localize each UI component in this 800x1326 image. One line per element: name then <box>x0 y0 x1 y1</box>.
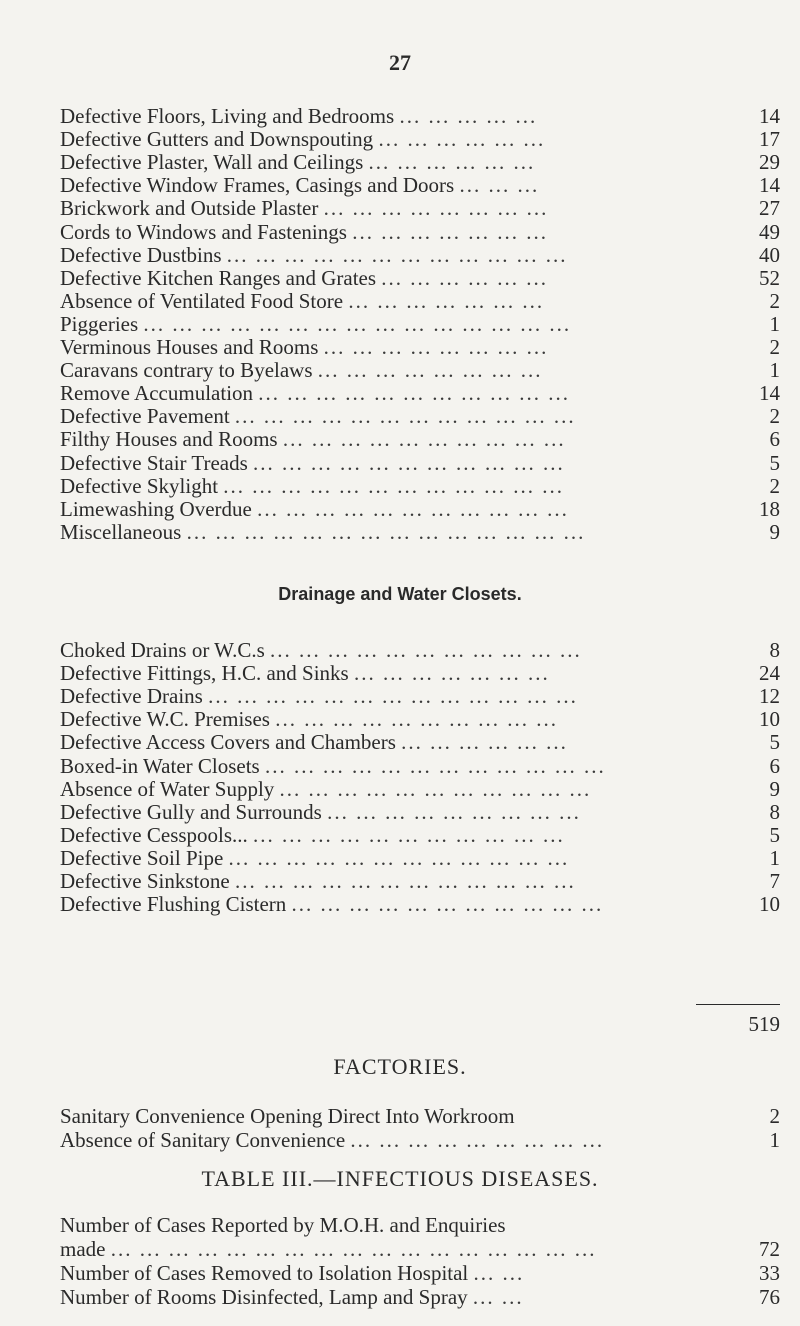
leader-dots: ... ... ... ... ... ... ... ... ... ... ... <box>270 638 582 662</box>
row-value: 2 <box>769 335 780 359</box>
row-label <box>60 684 690 708</box>
row-value: 2 <box>769 288 780 313</box>
row-text: Sanitary Convenience Opening Direct Into Workroom <box>60 1104 515 1128</box>
drainage-total: 519 <box>748 1012 780 1036</box>
leader-dots: ... ... ... ... ... ... ... ... ... ... ... ... <box>234 404 576 429</box>
row-label <box>60 173 690 197</box>
row-label <box>60 1285 690 1309</box>
leader-dots: ... ... ... ... ... ... ... ... <box>323 196 549 221</box>
row-text: Caravans contrary to Byelaws <box>60 358 313 383</box>
row-text: Cords to Windows and Fastenings <box>60 219 347 244</box>
row-value: 18 <box>759 496 780 521</box>
row-value: 9 <box>769 776 780 801</box>
row-label <box>60 1104 690 1128</box>
row-value: 1 <box>769 845 780 870</box>
row-label <box>60 777 690 801</box>
leader-dots: ... ... <box>472 1285 524 1309</box>
row-text: Verminous Houses and Rooms <box>60 335 319 359</box>
row-text: Defective Plaster, Wall and Ceilings <box>60 150 364 175</box>
row-text: Piggeries <box>60 311 139 336</box>
infectious-heading: TABLE III.—INFECTIOUS DISEASES. <box>201 1166 599 1191</box>
row-value: 14 <box>759 173 780 198</box>
leader-dots: ... ... ... ... ... ... ... ... ... ... ... ... ... <box>208 684 578 709</box>
row-label <box>60 823 690 847</box>
row-value: 2 <box>769 404 780 429</box>
leader-dots: ... ... ... ... ... ... ... ... ... ... ... <box>279 776 592 801</box>
row-value: 10 <box>759 892 780 917</box>
row-label <box>60 474 690 498</box>
row-value: 1 <box>769 311 780 336</box>
row-text: Limewashing Overdue <box>60 496 252 521</box>
leader-dots: ... ... ... ... ... ... ... ... ... ... ... ... ... ... <box>186 519 586 544</box>
row-value: 76 <box>759 1285 780 1309</box>
row-label <box>60 196 690 220</box>
row-text: Defective Stair Treads <box>60 450 248 475</box>
row-text: Defective Skylight <box>60 473 219 498</box>
row-text: Defective Kitchen Ranges and Grates <box>60 265 377 290</box>
leader-dots: ... ... ... ... ... ... <box>378 127 546 152</box>
leader-dots: ... ... ... ... ... ... ... ... ... ... ... <box>253 450 565 475</box>
row-label <box>60 754 690 778</box>
row-text: made <box>60 1237 106 1261</box>
leader-dots: ... ... ... ... ... ... ... ... ... ... ... <box>291 892 604 917</box>
row-value: 17 <box>759 127 780 152</box>
row-text: Absence of Water Supply <box>60 776 275 801</box>
row-label <box>60 220 690 244</box>
leader-dots: ... ... ... ... ... ... ... ... <box>323 335 549 359</box>
row-text: Defective Pavement <box>60 404 230 429</box>
row-value: 49 <box>759 219 780 244</box>
row-label <box>60 1128 690 1152</box>
leader-dots: ... ... ... ... ... ... ... ... ... ... ... <box>258 381 571 406</box>
row-label <box>60 638 690 662</box>
row-text: Defective Gutters and Downspouting <box>60 127 374 152</box>
row-value: 14 <box>759 104 780 128</box>
leader-dots: ... ... ... ... ... ... ... ... ... <box>327 799 581 824</box>
row-value: 1 <box>769 1127 780 1152</box>
row-label <box>60 289 690 313</box>
row-label <box>60 892 690 916</box>
row-label <box>60 150 690 174</box>
row-value: 27 <box>759 196 780 221</box>
row-value: 1 <box>769 358 780 383</box>
row-label <box>60 127 690 151</box>
row-value: 6 <box>769 753 780 778</box>
row-value: 29 <box>759 150 780 175</box>
row-label <box>60 1237 690 1261</box>
row-value: 33 <box>759 1261 780 1285</box>
row-text: Defective Access Covers and Chambers <box>60 730 396 755</box>
leader-dots: ... ... ... ... ... ... ... ... ... ... ... <box>253 822 565 847</box>
row-text: Remove Accumulation <box>60 381 254 406</box>
row-value: 9 <box>769 519 780 544</box>
leader-dots: ... ... ... ... ... ... ... ... ... <box>350 1127 605 1152</box>
row-value: 40 <box>759 242 780 267</box>
row-label <box>60 846 690 870</box>
row-label <box>60 358 690 382</box>
leader-dots: ... ... ... ... ... ... ... <box>353 661 550 686</box>
row-text: Defective Dustbins <box>60 242 222 267</box>
row-text: Choked Drains or W.C.s <box>60 638 265 662</box>
row-value: 2 <box>769 1104 780 1128</box>
row-value: 8 <box>769 799 780 824</box>
leader-dots: ... ... ... ... ... ... ... ... ... ... ... ... ... ... ... <box>143 311 572 336</box>
row-text: Number of Cases Reported by M.O.H. and Enquiries <box>60 1213 506 1237</box>
row-label <box>60 869 690 893</box>
row-value: 10 <box>759 707 780 732</box>
leader-dots: ... ... ... ... ... ... ... ... ... ... ... ... <box>228 845 570 870</box>
row-text: Defective Fittings, H.C. and Sinks <box>60 661 349 686</box>
row-text: Defective Flushing Cistern <box>60 892 287 917</box>
row-text: Absence of Sanitary Convenience <box>60 1127 346 1152</box>
leader-dots: ... ... ... ... ... ... ... ... ... ... <box>275 707 558 732</box>
page-number: 27 <box>389 50 411 75</box>
leader-dots: ... ... ... ... ... ... ... ... ... ... ... ... <box>226 242 568 267</box>
row-value: 7 <box>769 869 780 893</box>
leader-dots: ... ... ... ... ... ... ... <box>352 219 548 244</box>
row-value: 24 <box>759 661 780 686</box>
row-text: Filthy Houses and Rooms <box>60 427 278 452</box>
leader-dots: ... ... ... <box>459 173 540 198</box>
row-value: 5 <box>769 822 780 847</box>
total-rule <box>696 1004 780 1005</box>
row-text: Defective Sinkstone <box>60 869 230 893</box>
row-text: Defective Gully and Surrounds <box>60 799 322 824</box>
row-text: Defective Window Frames, Casings and Doors <box>60 173 455 198</box>
row-label <box>60 707 690 731</box>
row-text: Defective Drains <box>60 684 203 709</box>
leader-dots: ... ... <box>473 1261 525 1285</box>
row-label <box>60 266 690 290</box>
row-text: Miscellaneous <box>60 519 182 544</box>
leader-dots: ... ... ... ... ... ... ... ... ... ... ... ... <box>264 753 606 778</box>
row-value: 2 <box>769 473 780 498</box>
leader-dots: ... ... ... ... ... <box>399 104 538 128</box>
row-label <box>60 497 690 521</box>
leader-dots: ... ... ... ... ... ... ... ... ... ... ... ... <box>223 473 565 498</box>
row-label <box>60 381 690 405</box>
leader-dots: ... ... ... ... ... ... <box>401 730 568 755</box>
leader-dots: ... ... ... ... ... ... ... ... ... ... ... <box>257 496 569 521</box>
factories-heading: FACTORIES. <box>333 1054 467 1079</box>
row-value: 14 <box>759 381 780 406</box>
row-label <box>60 520 690 544</box>
row-text: Boxed-in Water Closets <box>60 753 260 778</box>
row-label <box>60 427 690 451</box>
row-text: Number of Cases Removed to Isolation Hospital <box>60 1261 469 1285</box>
row-label <box>60 661 690 685</box>
row-label <box>60 1213 690 1237</box>
row-value: 52 <box>759 265 780 290</box>
leader-dots: ... ... ... ... ... ... ... ... ... ... ... ... <box>234 869 576 893</box>
row-label <box>60 800 690 824</box>
leader-dots: ... ... ... ... ... ... ... ... ... ... ... ... ... ... ... ... ... <box>110 1237 597 1261</box>
row-value: 72 <box>759 1237 780 1261</box>
row-label <box>60 730 690 754</box>
row-label <box>60 451 690 475</box>
row-label <box>60 243 690 267</box>
row-text: Number of Rooms Disinfected, Lamp and Spray <box>60 1285 468 1309</box>
row-label <box>60 404 690 428</box>
row-label <box>60 312 690 336</box>
row-label <box>60 104 690 128</box>
leader-dots: ... ... ... ... ... ... ... ... <box>317 358 543 383</box>
leader-dots: ... ... ... ... ... ... <box>368 150 536 175</box>
leader-dots: ... ... ... ... ... ... <box>381 265 549 290</box>
row-text: Defective Floors, Living and Bedrooms <box>60 104 395 128</box>
leader-dots: ... ... ... ... ... ... ... ... ... ... <box>282 427 566 452</box>
row-value: 8 <box>769 638 780 662</box>
row-text: Defective W.C. Premises <box>60 707 270 732</box>
row-text: Absence of Ventilated Food Store <box>60 288 344 313</box>
row-label <box>60 335 690 359</box>
row-text: Brickwork and Outside Plaster <box>60 196 319 221</box>
row-text: Defective Soil Pipe <box>60 845 224 870</box>
row-text: Defective Cesspools... <box>60 822 248 847</box>
row-value: 6 <box>769 427 780 452</box>
row-value: 12 <box>759 684 780 709</box>
row-value: 5 <box>769 450 780 475</box>
row-value: 5 <box>769 730 780 755</box>
row-label <box>60 1261 690 1285</box>
leader-dots: ... ... ... ... ... ... ... <box>348 288 545 313</box>
drainage-heading: Drainage and Water Closets. <box>278 584 522 604</box>
